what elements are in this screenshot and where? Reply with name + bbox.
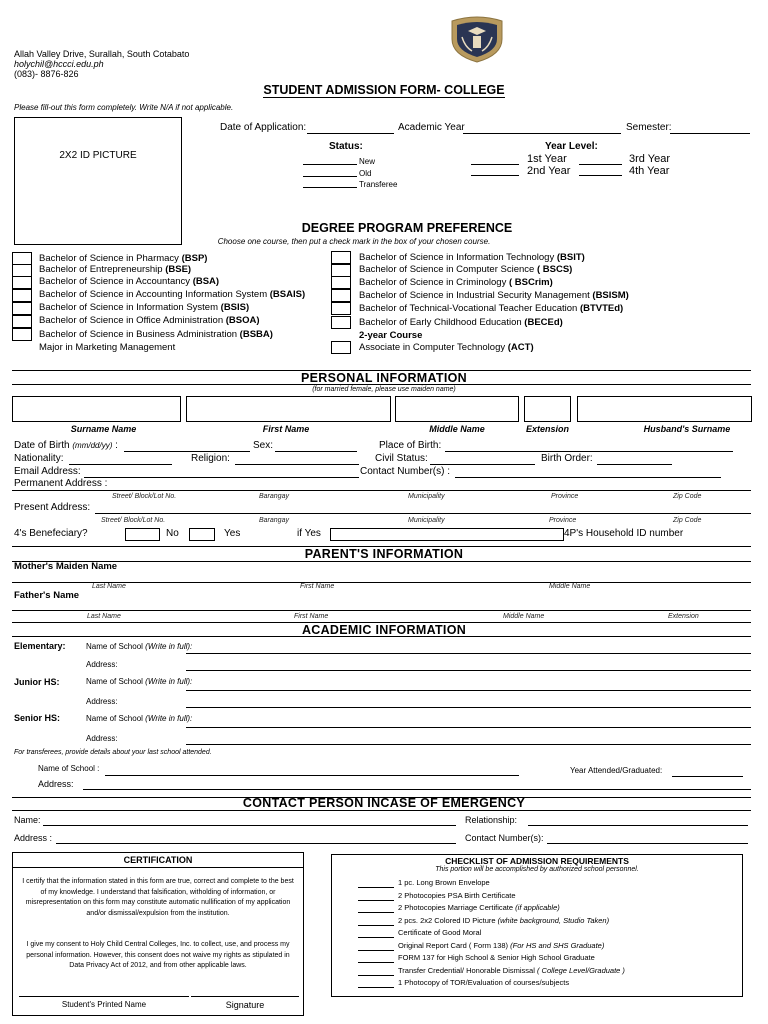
present-barangay-caption: Barangay bbox=[259, 517, 289, 524]
personal-info-note: (for married female, please use maiden name) bbox=[312, 386, 456, 393]
checklist-title: CHECKLIST OF ADMISSION REQUIREMENTS bbox=[445, 856, 629, 866]
middle-name-input[interactable] bbox=[395, 396, 519, 422]
checklist-item-report-card: Original Report Card ( Form 138) (For HS and SHS Graduate) bbox=[398, 941, 605, 950]
junior-hs-address-label: Address: bbox=[86, 697, 118, 706]
program-bsba: Bachelor of Science in Business Administration (BSBA) bbox=[39, 329, 273, 340]
birth-order-label: Birth Order: bbox=[541, 453, 593, 464]
elementary-label: Elementary: bbox=[14, 641, 66, 651]
status-old-field[interactable] bbox=[303, 176, 357, 177]
school-address: Allah Valley Drive, Surallah, South Cotabato bbox=[14, 49, 190, 59]
present-zip-caption: Zip Code bbox=[673, 517, 702, 524]
elementary-school-label: Name of School (Write in full): bbox=[86, 642, 193, 651]
program-bsp: Bachelor of Science in Pharmacy (BSP) bbox=[39, 253, 208, 264]
checklist-item-birth-cert: 2 Photocopies PSA Birth Certificate bbox=[398, 891, 516, 900]
checklist-item-marriage-cert: 2 Photocopies Marriage Certificate (if applicable) bbox=[398, 903, 560, 912]
school-phone: (083)- 8876-826 bbox=[14, 69, 79, 79]
checkbox-bsa[interactable] bbox=[12, 276, 32, 289]
semester-label: Semester: bbox=[626, 122, 672, 133]
junior-hs-school-label: Name of School (Write in full): bbox=[86, 677, 193, 686]
senior-hs-school-label: Name of School (Write in full): bbox=[86, 714, 193, 723]
program-btvted: Bachelor of Technical-Vocational Teacher Education (BTVTEd) bbox=[359, 303, 624, 314]
divider bbox=[12, 561, 751, 562]
checkbox-bsis[interactable] bbox=[12, 302, 32, 315]
checkbox-act[interactable] bbox=[331, 341, 351, 354]
religion-field[interactable] bbox=[235, 464, 359, 465]
program-act: Associate in Computer Technology (ACT) bbox=[359, 342, 534, 353]
father-name-label: Father's Name bbox=[14, 590, 80, 601]
year-2nd-field[interactable] bbox=[471, 175, 519, 176]
sex-label: Sex: bbox=[253, 440, 274, 451]
religion-label: Religion: bbox=[191, 453, 230, 464]
permanent-address-field[interactable] bbox=[12, 490, 751, 491]
emergency-contact-label: Contact Number(s): bbox=[465, 833, 544, 843]
senior-hs-label: Senior HS: bbox=[14, 713, 61, 723]
program-bscrim: Bachelor of Science in Criminology ( BSCrim) bbox=[359, 277, 553, 288]
email-label: Email Address: bbox=[14, 466, 81, 477]
school-email: holychil@hccci.edu.ph bbox=[14, 59, 104, 69]
permanent-street-caption: Street/ Block/Lot No. bbox=[112, 493, 177, 500]
status-old-label: Old bbox=[359, 169, 372, 178]
birth-order-field[interactable] bbox=[597, 464, 672, 465]
program-bsoa: Bachelor of Science in Office Administration (BSOA) bbox=[39, 315, 260, 326]
present-municipality-caption: Municipality bbox=[408, 517, 445, 524]
year-2nd-label: 2nd Year bbox=[527, 165, 571, 177]
permanent-municipality-caption: Municipality bbox=[408, 493, 445, 500]
divider bbox=[12, 810, 751, 811]
program-bsais: Bachelor of Science in Accounting Information System (BSAIS) bbox=[39, 289, 306, 300]
dob-field[interactable] bbox=[124, 451, 250, 452]
academic-year-label: Academic Year bbox=[398, 122, 465, 133]
checklist-blank[interactable] bbox=[358, 987, 394, 988]
household-id-label: 4P's Household ID number bbox=[564, 528, 684, 539]
checklist-blank[interactable] bbox=[358, 925, 394, 926]
semester-field[interactable] bbox=[670, 133, 750, 134]
checklist-subtitle: This portion will be accomplished by authorized school personnel. bbox=[435, 866, 639, 873]
place-of-birth-field[interactable] bbox=[445, 451, 733, 452]
school-logo bbox=[448, 15, 506, 63]
extension-caption: Extension bbox=[525, 424, 569, 434]
certification-box bbox=[12, 852, 304, 1016]
program-bsis: Bachelor of Science in Information System (BSIS) bbox=[39, 302, 250, 313]
checklist-item-good-moral: Certificate of Good Moral bbox=[398, 928, 482, 937]
signature-label: Signature bbox=[225, 1000, 265, 1010]
husband-surname-caption: Husband's Surname bbox=[643, 424, 731, 434]
emergency-name-label: Name: bbox=[14, 815, 41, 825]
checklist-blank[interactable] bbox=[358, 975, 394, 976]
father-middle-caption: Middle Name bbox=[503, 613, 545, 620]
checklist-item-transfer-credential: Transfer Credential/ Honorable Dismissal ( College Level/Graduate ) bbox=[398, 966, 625, 975]
transferee-school-field[interactable] bbox=[105, 775, 519, 776]
mother-maiden-name-label: Mother's Maiden Name bbox=[14, 561, 118, 572]
place-of-birth-label: Place of Birth: bbox=[379, 440, 442, 451]
present-address-field[interactable] bbox=[95, 513, 751, 514]
checklist-blank[interactable] bbox=[358, 962, 394, 963]
checkbox-bsba[interactable] bbox=[12, 328, 32, 341]
mother-middle-caption: Middle Name bbox=[549, 583, 591, 590]
certification-title: CERTIFICATION bbox=[123, 855, 193, 865]
year-4th-field[interactable] bbox=[579, 175, 622, 176]
civil-status-label: Civil Status: bbox=[375, 453, 428, 464]
emergency-name-field[interactable] bbox=[43, 825, 456, 826]
contact-number-label: Contact Number(s) : bbox=[360, 466, 451, 477]
transferee-year-field[interactable] bbox=[672, 776, 743, 777]
checkbox-bscrim[interactable] bbox=[331, 276, 351, 289]
checklist-blank[interactable] bbox=[358, 912, 394, 913]
fourps-yes-label: Yes bbox=[224, 528, 241, 539]
program-bsit: Bachelor of Science in Information Technology (BSIT) bbox=[359, 252, 585, 263]
contact-number-field[interactable] bbox=[455, 477, 721, 478]
transferee-note: For transferees, provide details about your last school attended. bbox=[14, 749, 212, 756]
status-transferee-field[interactable] bbox=[303, 187, 357, 188]
checklist-item-tor: 1 Photocopy of TOR/Evaluation of courses/subjects bbox=[398, 978, 570, 987]
husband-surname-input[interactable] bbox=[577, 396, 752, 422]
emergency-contact-field[interactable] bbox=[547, 843, 748, 844]
nationality-label: Nationality: bbox=[14, 453, 64, 464]
certification-paragraph-2: I give my consent to Holy Child Central Colleges, Inc. to collect, use, and process my personal information. However, this consent does not waive my rights as stipulated in Data Privacy Act of 2012, and from other applicable laws. bbox=[26, 941, 290, 969]
present-street-caption: Street/ Block/Lot No. bbox=[101, 517, 166, 524]
transferee-address-label: Address: bbox=[38, 779, 74, 789]
year-1st-field[interactable] bbox=[471, 164, 519, 165]
senior-hs-school-field[interactable] bbox=[186, 727, 751, 728]
permanent-zip-caption: Zip Code bbox=[673, 493, 702, 500]
checklist-blank[interactable] bbox=[358, 937, 394, 938]
checklist-item-id-picture: 2 pcs. 2x2 Colored ID Picture (white background, Studio Taken) bbox=[398, 916, 610, 925]
divider bbox=[12, 384, 751, 385]
year-1st-label: 1st Year bbox=[527, 153, 567, 165]
academic-year-field[interactable] bbox=[463, 133, 621, 134]
printed-name-label: Student's Printed Name bbox=[61, 1000, 147, 1009]
nationality-field[interactable] bbox=[69, 464, 172, 465]
status-new-label: New bbox=[359, 157, 376, 166]
emergency-relationship-field[interactable] bbox=[528, 825, 748, 826]
parents-info-title: PARENT'S INFORMATION bbox=[304, 547, 464, 561]
elementary-address-label: Address: bbox=[86, 660, 118, 669]
present-province-caption: Province bbox=[549, 517, 577, 524]
checklist-blank[interactable] bbox=[358, 950, 394, 951]
checklist-box bbox=[331, 854, 743, 997]
emergency-title: CONTACT PERSON INCASE OF EMERGENCY bbox=[242, 796, 526, 810]
surname-caption: Surname Name bbox=[70, 424, 137, 434]
program-bsba-major: Major in Marketing Management bbox=[39, 342, 176, 353]
status-title: Status: bbox=[329, 141, 363, 152]
certification-paragraph-1: I certify that the information stated in this form are true, correct and complete to the best of my knowledge. I understand that falsification, witholding of information, or misrepresentation on this form may constitute automatic nullification of my application and/or dismissal/expulsion from the institution. bbox=[22, 878, 294, 917]
date-of-application-field[interactable] bbox=[307, 133, 394, 134]
divider bbox=[13, 867, 303, 868]
personal-info-title: PERSONAL INFORMATION bbox=[301, 371, 467, 385]
checkbox-bsoa[interactable] bbox=[12, 315, 32, 328]
present-address-label: Present Address: bbox=[14, 502, 91, 513]
mother-last-caption: Last Name bbox=[92, 583, 126, 590]
program-bse: Bachelor of Entrepreneurship (BSE) bbox=[39, 264, 192, 275]
fourps-yes-checkbox[interactable] bbox=[189, 528, 215, 541]
first-name-input[interactable] bbox=[186, 396, 391, 422]
junior-hs-address-field[interactable] bbox=[186, 707, 751, 708]
checklist-blank[interactable] bbox=[358, 900, 394, 901]
year-level-title: Year Level: bbox=[545, 141, 598, 152]
id-picture-label: 2X2 ID PICTURE bbox=[59, 150, 137, 161]
program-subtitle: Choose one course, then put a check mark in the box of your chosen course. bbox=[217, 237, 491, 246]
divider bbox=[12, 636, 751, 637]
sex-field[interactable] bbox=[275, 451, 357, 452]
emergency-address-field[interactable] bbox=[56, 843, 456, 844]
academic-info-title: ACADEMIC INFORMATION bbox=[301, 623, 467, 637]
program-bsa: Bachelor of Science in Accountancy (BSA) bbox=[39, 276, 220, 287]
father-name-field[interactable] bbox=[12, 610, 751, 611]
program-bsism: Bachelor of Science in Industrial Security Management (BSISM) bbox=[359, 290, 629, 301]
status-transferee-label: Transferee bbox=[359, 180, 398, 189]
year-4th-label: 4th Year bbox=[629, 165, 670, 177]
form-title: STUDENT ADMISSION FORM- COLLEGE bbox=[263, 83, 505, 97]
junior-hs-school-field[interactable] bbox=[186, 690, 751, 691]
dob-label: Date of Birth (mm/dd/yy) : bbox=[14, 440, 118, 451]
father-extension-caption: Extension bbox=[668, 613, 699, 620]
form-instruction: Please fill-out this form completely. Write N/A if not applicable. bbox=[14, 103, 234, 112]
program-bscs: Bachelor of Science in Computer Science ( BSCS) bbox=[359, 264, 573, 275]
two-year-course-title: 2-year Course bbox=[359, 330, 423, 341]
permanent-address-label: Permanent Address : bbox=[14, 478, 108, 489]
father-last-caption: Last Name bbox=[87, 613, 121, 620]
household-id-input[interactable] bbox=[330, 528, 564, 541]
checklist-blank[interactable] bbox=[358, 887, 394, 888]
transferee-year-label: Year Attended/Graduated: bbox=[570, 766, 663, 775]
civil-status-field[interactable] bbox=[430, 464, 535, 465]
elementary-school-field[interactable] bbox=[186, 653, 751, 654]
checkbox-btvted[interactable] bbox=[331, 302, 351, 315]
checklist-item-form-137: FORM 137 for High School & Senior High School Graduate bbox=[398, 953, 595, 962]
checklist-item-envelope: 1 pc. Long Brown Envelope bbox=[398, 878, 490, 887]
printed-name-field[interactable] bbox=[19, 996, 189, 997]
junior-hs-label: Junior HS: bbox=[14, 677, 60, 687]
fourps-no-checkbox[interactable] bbox=[125, 528, 160, 541]
year-3rd-field[interactable] bbox=[579, 164, 622, 165]
permanent-province-caption: Province bbox=[551, 493, 579, 500]
senior-hs-address-field[interactable] bbox=[186, 744, 751, 745]
fourps-no-label: No bbox=[166, 528, 179, 539]
date-of-application-label: Date of Application: bbox=[220, 122, 307, 133]
elementary-address-field[interactable] bbox=[186, 670, 751, 671]
program-title: DEGREE PROGRAM PREFERENCE bbox=[301, 221, 513, 235]
senior-hs-address-label: Address: bbox=[86, 734, 118, 743]
mother-first-caption: First Name bbox=[300, 583, 335, 590]
extension-input[interactable] bbox=[524, 396, 571, 422]
emergency-relationship-label: Relationship: bbox=[465, 815, 518, 825]
emergency-address-label: Address : bbox=[14, 833, 53, 843]
email-field[interactable] bbox=[84, 477, 359, 478]
status-new-field[interactable] bbox=[303, 164, 357, 165]
checkbox-bsit[interactable] bbox=[331, 251, 351, 264]
checkbox-beced[interactable] bbox=[331, 316, 351, 329]
permanent-barangay-caption: Barangay bbox=[259, 493, 289, 500]
fourps-beneficiary-label: 4's Benefeciary? bbox=[14, 528, 88, 539]
program-beced: Bachelor of Early Childhood Education (BECEd) bbox=[359, 317, 563, 328]
transferee-school-label: Name of School : bbox=[38, 764, 100, 773]
first-name-caption: First Name bbox=[262, 424, 310, 434]
if-yes-label: if Yes bbox=[297, 528, 321, 539]
checkbox-bsais[interactable] bbox=[12, 289, 32, 302]
signature-field[interactable] bbox=[191, 996, 299, 997]
father-first-caption: First Name bbox=[294, 613, 329, 620]
middle-name-caption: Middle Name bbox=[429, 424, 485, 434]
checkbox-bsism[interactable] bbox=[331, 289, 351, 302]
year-3rd-label: 3rd Year bbox=[629, 153, 670, 165]
transferee-address-field[interactable] bbox=[83, 789, 751, 790]
surname-input[interactable] bbox=[12, 396, 181, 422]
